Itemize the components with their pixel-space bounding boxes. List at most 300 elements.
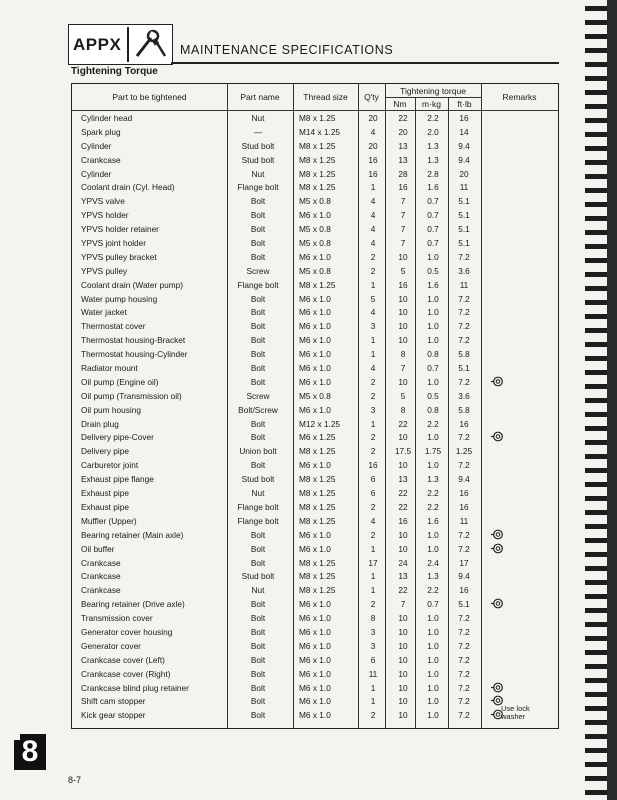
table-row	[71, 459, 559, 473]
table-row	[71, 195, 559, 209]
torque-ftlb-cell: 5.8	[458, 404, 470, 415]
torque-ftlb-cell: 7.2	[458, 307, 470, 318]
table-row	[71, 570, 559, 584]
qty-cell: 11	[368, 668, 378, 679]
torque-mkg-cell: 0.7	[427, 599, 439, 610]
qty-cell: 2	[370, 265, 376, 276]
torque-ftlb-cell: 5.1	[458, 599, 470, 610]
torque-ftlb-cell: 7.2	[458, 682, 470, 693]
torque-ftlb-cell: 7.2	[458, 613, 470, 624]
thread-size-cell: M6 x 1.0	[299, 696, 331, 707]
torque-mkg-cell: 1.0	[427, 696, 439, 707]
table-row	[71, 265, 559, 279]
table-row	[71, 390, 559, 404]
thread-size-cell: M6 x 1.0	[299, 363, 331, 374]
thread-size-cell: M8 x 1.25	[299, 279, 336, 290]
torque-mkg-cell: 1.0	[427, 682, 439, 693]
table-row	[71, 557, 559, 571]
torque-nm-cell: 16	[398, 182, 408, 193]
torque-ftlb-cell: 14	[459, 126, 469, 137]
part-cell: Oil pump (Engine oil)	[81, 376, 159, 387]
qty-cell: 1	[370, 571, 376, 582]
header-mkg: m·kg	[422, 99, 441, 109]
thread-size-cell: M5 x 0.8	[299, 224, 331, 235]
qty-cell: 4	[370, 238, 376, 249]
torque-ftlb-cell: 7.2	[458, 251, 470, 262]
table-row	[71, 126, 559, 140]
part-cell: Exhaust pipe	[81, 488, 129, 499]
part-cell: Crankcase cover (Left)	[81, 654, 165, 665]
torque-ftlb-cell: 5.1	[458, 363, 470, 374]
part-name-cell: —	[253, 126, 263, 137]
thread-size-cell: M6 x 1.0	[299, 404, 331, 415]
torque-mkg-cell: 1.0	[427, 293, 439, 304]
torque-ftlb-cell: 7.2	[458, 668, 470, 679]
torque-mkg-cell: 1.0	[427, 613, 439, 624]
torque-nm-cell: 10	[398, 682, 408, 693]
part-cell: Spark plug	[81, 126, 121, 137]
qty-cell: 4	[370, 224, 376, 235]
part-name-cell: Bolt	[250, 196, 266, 207]
part-cell: Carburetor joint	[81, 460, 139, 471]
table-row	[71, 362, 559, 376]
thread-size-cell: M6 x 1.0	[299, 682, 331, 693]
part-cell: Drain plug	[81, 418, 119, 429]
torque-mkg-cell: 1.6	[427, 182, 439, 193]
part-name-cell: Flange bolt	[237, 515, 279, 526]
part-cell: Kick gear stopper	[81, 710, 146, 721]
part-name-cell: Bolt	[250, 654, 266, 665]
part-name-cell: Nut	[251, 113, 265, 123]
torque-nm-cell: 16	[398, 515, 408, 526]
part-cell: Muffler (Upper)	[81, 515, 137, 526]
wrench-screwdriver-icon	[131, 29, 169, 59]
header-part-name: Part name	[240, 92, 280, 102]
part-name-cell: Bolt	[250, 543, 266, 554]
part-name-cell: Flange bolt	[237, 182, 279, 193]
part-cell: Coolant drain (Water pump)	[81, 279, 184, 290]
section-code: APPX	[73, 35, 122, 54]
part-name-cell: Union bolt	[239, 446, 277, 457]
part-cell: Crankcase	[81, 571, 121, 582]
torque-nm-cell: 10	[398, 251, 408, 262]
torque-ftlb-cell: 7.2	[458, 335, 470, 346]
table-row	[71, 293, 559, 307]
torque-mkg-cell: 2.2	[427, 418, 439, 429]
part-cell: Generator cover	[81, 640, 141, 651]
torque-ftlb-cell: 7.2	[458, 432, 470, 443]
part-cell: Oil buffer	[81, 543, 115, 554]
part-cell: Coolant drain (Cyl. Head)	[81, 182, 175, 193]
part-name-cell: Bolt	[250, 376, 266, 387]
qty-cell: 1	[370, 543, 376, 554]
table-row	[71, 529, 559, 543]
torque-mkg-cell: 1.0	[427, 335, 439, 346]
part-name-cell: Stud bolt	[241, 140, 275, 151]
thread-size-cell: M6 x 1.0	[299, 251, 331, 262]
header-part: Part to be tightened	[112, 92, 187, 102]
thread-size-cell: M8 x 1.25	[299, 501, 336, 512]
part-cell: Bearing retainer (Main axle)	[81, 529, 184, 540]
torque-nm-cell: 22	[398, 488, 408, 499]
header-subrule	[385, 97, 481, 98]
qty-cell: 2	[370, 390, 376, 401]
thread-size-cell: M6 x 1.25	[299, 432, 336, 443]
torque-ftlb-cell: 9.4	[458, 154, 470, 165]
torque-ftlb-cell: 7.2	[458, 626, 470, 637]
torque-nm-cell: 7	[400, 224, 406, 235]
table-row	[71, 279, 559, 293]
part-name-cell: Bolt	[250, 640, 266, 651]
part-name-cell: Bolt	[250, 251, 266, 262]
thread-size-cell: M8 x 1.25	[299, 140, 336, 151]
qty-cell: 5	[370, 293, 376, 304]
part-name-cell: Nut	[251, 168, 265, 179]
torque-mkg-cell: 1.0	[427, 432, 439, 443]
thread-size-cell: M8 x 1.25	[299, 154, 336, 165]
torque-nm-cell: 10	[398, 654, 408, 665]
part-name-cell: Bolt	[250, 293, 266, 304]
torque-nm-cell: 10	[398, 613, 408, 624]
table-row	[71, 334, 559, 348]
header-nm: Nm	[393, 99, 407, 109]
thread-size-cell: M6 x 1.0	[299, 210, 331, 221]
torque-nm-cell: 22	[398, 418, 408, 429]
torque-ftlb-cell: 7.2	[458, 460, 470, 471]
torque-mkg-cell: 1.0	[427, 710, 439, 721]
qty-cell: 8	[370, 613, 376, 624]
torque-nm-cell: 8	[400, 349, 406, 360]
thread-size-cell: M6 x 1.0	[299, 668, 331, 679]
part-name-cell: Nut	[251, 585, 265, 596]
torque-mkg-cell: 0.8	[427, 404, 439, 415]
table-row	[71, 543, 559, 557]
table-row	[71, 612, 559, 626]
table-row	[71, 682, 559, 696]
torque-mkg-cell: 0.7	[427, 210, 439, 221]
torque-nm-cell: 10	[398, 376, 408, 387]
thread-size-cell: M6 x 1.0	[299, 654, 331, 665]
qty-cell: 1	[370, 182, 376, 193]
torque-ftlb-cell: 11	[459, 279, 469, 290]
thread-size-cell: M6 x 1.0	[299, 710, 331, 721]
torque-nm-cell: 10	[398, 335, 408, 346]
torque-nm-cell: 7	[400, 238, 406, 249]
section-badge	[68, 24, 173, 65]
thread-size-cell: M8 x 1.25	[299, 557, 336, 568]
qty-cell: 2	[370, 432, 376, 443]
torque-mkg-cell: 2.0	[427, 126, 439, 137]
torque-ftlb-cell: 5.1	[458, 224, 470, 235]
torque-mkg-cell: 1.0	[427, 529, 439, 540]
torque-mkg-cell: 1.0	[427, 654, 439, 665]
part-name-cell: Bolt	[250, 613, 266, 624]
part-name-cell: Bolt	[250, 460, 266, 471]
part-cell: Transmission cover	[81, 613, 153, 624]
part-name-cell: Stud bolt	[241, 474, 275, 485]
torque-nm-cell: 10	[398, 529, 408, 540]
section-subheading: Tightening Torque	[71, 66, 158, 77]
torque-mkg-cell: 1.3	[427, 474, 439, 485]
part-name-cell: Bolt	[250, 335, 266, 346]
torque-nm-cell: 22	[398, 113, 408, 123]
page-title: MAINTENANCE SPECIFICATIONS	[180, 43, 394, 57]
qty-cell: 1	[370, 585, 376, 596]
qty-cell: 17	[368, 557, 378, 568]
torque-mkg-cell: 1.6	[427, 515, 439, 526]
table-row	[71, 404, 559, 418]
torque-mkg-cell: 1.3	[427, 571, 439, 582]
thread-size-cell: M8 x 1.25	[299, 168, 336, 179]
thread-size-cell: M6 x 1.0	[299, 307, 331, 318]
qty-cell: 1	[370, 682, 376, 693]
part-name-cell: Bolt	[250, 224, 266, 235]
torque-nm-cell: 10	[398, 626, 408, 637]
torque-mkg-cell: 1.0	[427, 626, 439, 637]
qty-cell: 1	[370, 349, 376, 360]
table-row	[71, 473, 559, 487]
torque-mkg-cell: 2.2	[427, 488, 439, 499]
table-row	[71, 431, 559, 445]
torque-ftlb-cell: 5.1	[458, 196, 470, 207]
torque-nm-cell: 13	[398, 140, 408, 151]
part-cell: YPVS holder retainer	[81, 224, 159, 235]
part-cell: Cylinder head	[81, 113, 133, 123]
table-body	[71, 112, 559, 723]
torque-nm-cell: 13	[398, 154, 408, 165]
torque-mkg-cell: 2.8	[427, 168, 439, 179]
thread-size-cell: M6 x 1.0	[299, 543, 331, 554]
remark-note	[501, 705, 530, 721]
header-rule	[171, 62, 559, 64]
torque-nm-cell: 7	[400, 196, 406, 207]
part-name-cell: Bolt	[250, 349, 266, 360]
thread-size-cell: M8 x 1.25	[299, 182, 336, 193]
torque-ftlb-cell: 7.2	[458, 654, 470, 665]
remark-note-line: washer	[501, 712, 526, 722]
table-row	[71, 209, 559, 223]
qty-cell: 4	[370, 363, 376, 374]
thread-size-cell: M5 x 0.8	[299, 238, 331, 249]
part-name-cell: Bolt	[250, 710, 266, 721]
torque-ftlb-cell: 16	[459, 113, 469, 123]
part-cell: Thermostat cover	[81, 321, 146, 332]
torque-nm-cell: 10	[398, 432, 408, 443]
torque-ftlb-cell: 7.2	[458, 543, 470, 554]
badge-divider	[127, 27, 129, 62]
torque-nm-cell: 5	[400, 390, 406, 401]
torque-nm-cell: 28	[398, 168, 408, 179]
part-cell: Delivery pipe-Cover	[81, 432, 154, 443]
part-cell: Cylinder	[81, 140, 112, 151]
header-tightening-torque: Tightening torque	[400, 86, 466, 96]
torque-mkg-cell: 1.0	[427, 460, 439, 471]
torque-ftlb-cell: 7.2	[458, 710, 470, 721]
part-cell: Crankcase	[81, 154, 121, 165]
torque-mkg-cell: 1.3	[427, 154, 439, 165]
torque-nm-cell: 13	[398, 474, 408, 485]
qty-cell: 16	[368, 168, 378, 179]
torque-ftlb-cell: 11	[459, 515, 469, 526]
torque-ftlb-cell: 9.4	[458, 140, 470, 151]
torque-nm-cell: 10	[398, 460, 408, 471]
table-row	[71, 140, 559, 154]
thread-size-cell: M6 x 1.0	[299, 613, 331, 624]
table-row	[71, 640, 559, 654]
torque-nm-cell: 20	[398, 126, 408, 137]
part-name-cell: Stud bolt	[241, 571, 275, 582]
thread-size-cell: M8 x 1.25	[299, 571, 336, 582]
part-name-cell: Bolt	[250, 321, 266, 332]
part-cell: Crankcase	[81, 585, 121, 596]
part-name-cell: Bolt	[250, 432, 266, 443]
header-rule-bottom	[72, 110, 558, 111]
thread-size-cell: M8 x 1.25	[299, 585, 336, 596]
header-thread-size: Thread size	[303, 92, 348, 102]
torque-nm-cell: 10	[398, 321, 408, 332]
table-row	[71, 376, 559, 390]
part-name-cell: Screw	[246, 390, 270, 401]
qty-cell: 2	[370, 599, 376, 610]
torque-nm-cell: 24	[398, 557, 408, 568]
torque-nm-cell: 10	[398, 293, 408, 304]
qty-cell: 4	[370, 196, 376, 207]
table-row	[71, 501, 559, 515]
part-cell: Exhaust pipe flange	[81, 474, 154, 485]
torque-mkg-cell: 2.2	[427, 113, 439, 123]
torque-mkg-cell: 1.0	[427, 640, 439, 651]
qty-cell: 2	[370, 710, 376, 721]
torque-nm-cell: 8	[400, 404, 406, 415]
thread-size-cell: M6 x 1.0	[299, 640, 331, 651]
torque-mkg-cell: 1.0	[427, 307, 439, 318]
qty-cell: 16	[368, 460, 378, 471]
torque-ftlb-cell: 7.2	[458, 293, 470, 304]
qty-cell: 2	[370, 501, 376, 512]
torque-nm-cell: 10	[398, 696, 408, 707]
thread-size-cell: M8 x 1.25	[299, 474, 336, 485]
header-ftlb: ft·lb	[457, 99, 472, 109]
torque-ftlb-cell: 3.6	[458, 390, 470, 401]
part-cell: Delivery pipe	[81, 446, 129, 457]
thread-size-cell: M6 x 1.0	[299, 376, 331, 387]
torque-mkg-cell: 0.5	[427, 390, 439, 401]
part-cell: YPVS pulley bracket	[81, 251, 157, 262]
thread-size-cell: M5 x 0.8	[299, 196, 331, 207]
part-name-cell: Bolt	[250, 210, 266, 221]
part-name-cell: Bolt	[250, 696, 266, 707]
part-cell: Oil pump (Transmission oil)	[81, 390, 182, 401]
torque-mkg-cell: 1.0	[427, 668, 439, 679]
torque-mkg-cell: 0.7	[427, 238, 439, 249]
thread-size-cell: M6 x 1.0	[299, 529, 331, 540]
torque-ftlb-cell: 7.2	[458, 321, 470, 332]
qty-cell: 16	[368, 154, 378, 165]
qty-cell: 2	[370, 446, 376, 457]
thread-size-cell: M8 x 1.25	[299, 113, 336, 123]
part-name-cell: Bolt	[250, 307, 266, 318]
part-cell: Crankcase cover (Right)	[81, 668, 171, 679]
part-name-cell: Bolt/Screw	[238, 404, 278, 415]
thread-size-cell: M6 x 1.0	[299, 460, 331, 471]
table-row	[71, 223, 559, 237]
table-row	[71, 445, 559, 459]
qty-cell: 4	[370, 307, 376, 318]
torque-mkg-cell: 1.75	[424, 446, 442, 457]
qty-cell: 6	[370, 474, 376, 485]
part-name-cell: Bolt	[250, 682, 266, 693]
torque-mkg-cell: 1.0	[427, 543, 439, 554]
qty-cell: 1	[370, 696, 376, 707]
qty-cell: 2	[370, 376, 376, 387]
thread-size-cell: M12 x 1.25	[299, 418, 341, 429]
table-row	[71, 306, 559, 320]
part-cell: Shift cam stopper	[81, 696, 146, 707]
torque-ftlb-cell: 5.1	[458, 210, 470, 221]
table-row	[71, 237, 559, 251]
torque-ftlb-cell: 7.2	[458, 529, 470, 540]
torque-ftlb-cell: 9.4	[458, 571, 470, 582]
torque-nm-cell: 22	[398, 585, 408, 596]
qty-cell: 2	[370, 251, 376, 262]
table-row	[71, 418, 559, 432]
table-row	[71, 320, 559, 334]
part-name-cell: Bolt	[250, 557, 266, 568]
torque-mkg-cell: 1.0	[427, 376, 439, 387]
torque-ftlb-cell: 11	[459, 182, 469, 193]
torque-ftlb-cell: 7.2	[458, 376, 470, 387]
torque-nm-cell: 7	[400, 210, 406, 221]
chapter-tab-corner	[14, 734, 20, 740]
table-row	[71, 112, 559, 126]
part-name-cell: Bolt	[250, 529, 266, 540]
qty-cell: 6	[370, 654, 376, 665]
part-name-cell: Bolt	[250, 238, 266, 249]
part-name-cell: Nut	[251, 488, 265, 499]
thread-size-cell: M5 x 0.8	[299, 390, 331, 401]
part-cell: YPVS holder	[81, 210, 129, 221]
table-row	[71, 348, 559, 362]
torque-mkg-cell: 2.2	[427, 501, 439, 512]
part-name-cell: Bolt	[250, 418, 266, 429]
part-cell: Radiator mount	[81, 363, 138, 374]
table-row	[71, 626, 559, 640]
torque-nm-cell: 7	[400, 363, 406, 374]
qty-cell: 6	[370, 488, 376, 499]
torque-nm-cell: 10	[398, 668, 408, 679]
part-cell: Water jacket	[81, 307, 127, 318]
table-row	[71, 154, 559, 168]
torque-ftlb-cell: 16	[459, 501, 469, 512]
part-name-cell: Bolt	[250, 599, 266, 610]
part-cell: YPVS valve	[81, 196, 125, 207]
part-name-cell: Bolt	[250, 363, 266, 374]
torque-mkg-cell: 1.0	[427, 251, 439, 262]
torque-nm-cell: 22	[398, 501, 408, 512]
torque-ftlb-cell: 16	[459, 418, 469, 429]
part-name-cell: Bolt	[250, 668, 266, 679]
torque-nm-cell: 16	[398, 279, 408, 290]
torque-ftlb-cell: 9.4	[458, 474, 470, 485]
table-row	[71, 515, 559, 529]
part-cell: Thermostat housing-Cylinder	[81, 349, 188, 360]
header-qty: Q'ty	[364, 92, 379, 102]
qty-cell: 20	[368, 113, 378, 123]
torque-nm-cell: 7	[400, 599, 406, 610]
table-row	[71, 668, 559, 682]
table-row	[71, 251, 559, 265]
thread-size-cell: M6 x 1.0	[299, 335, 331, 346]
